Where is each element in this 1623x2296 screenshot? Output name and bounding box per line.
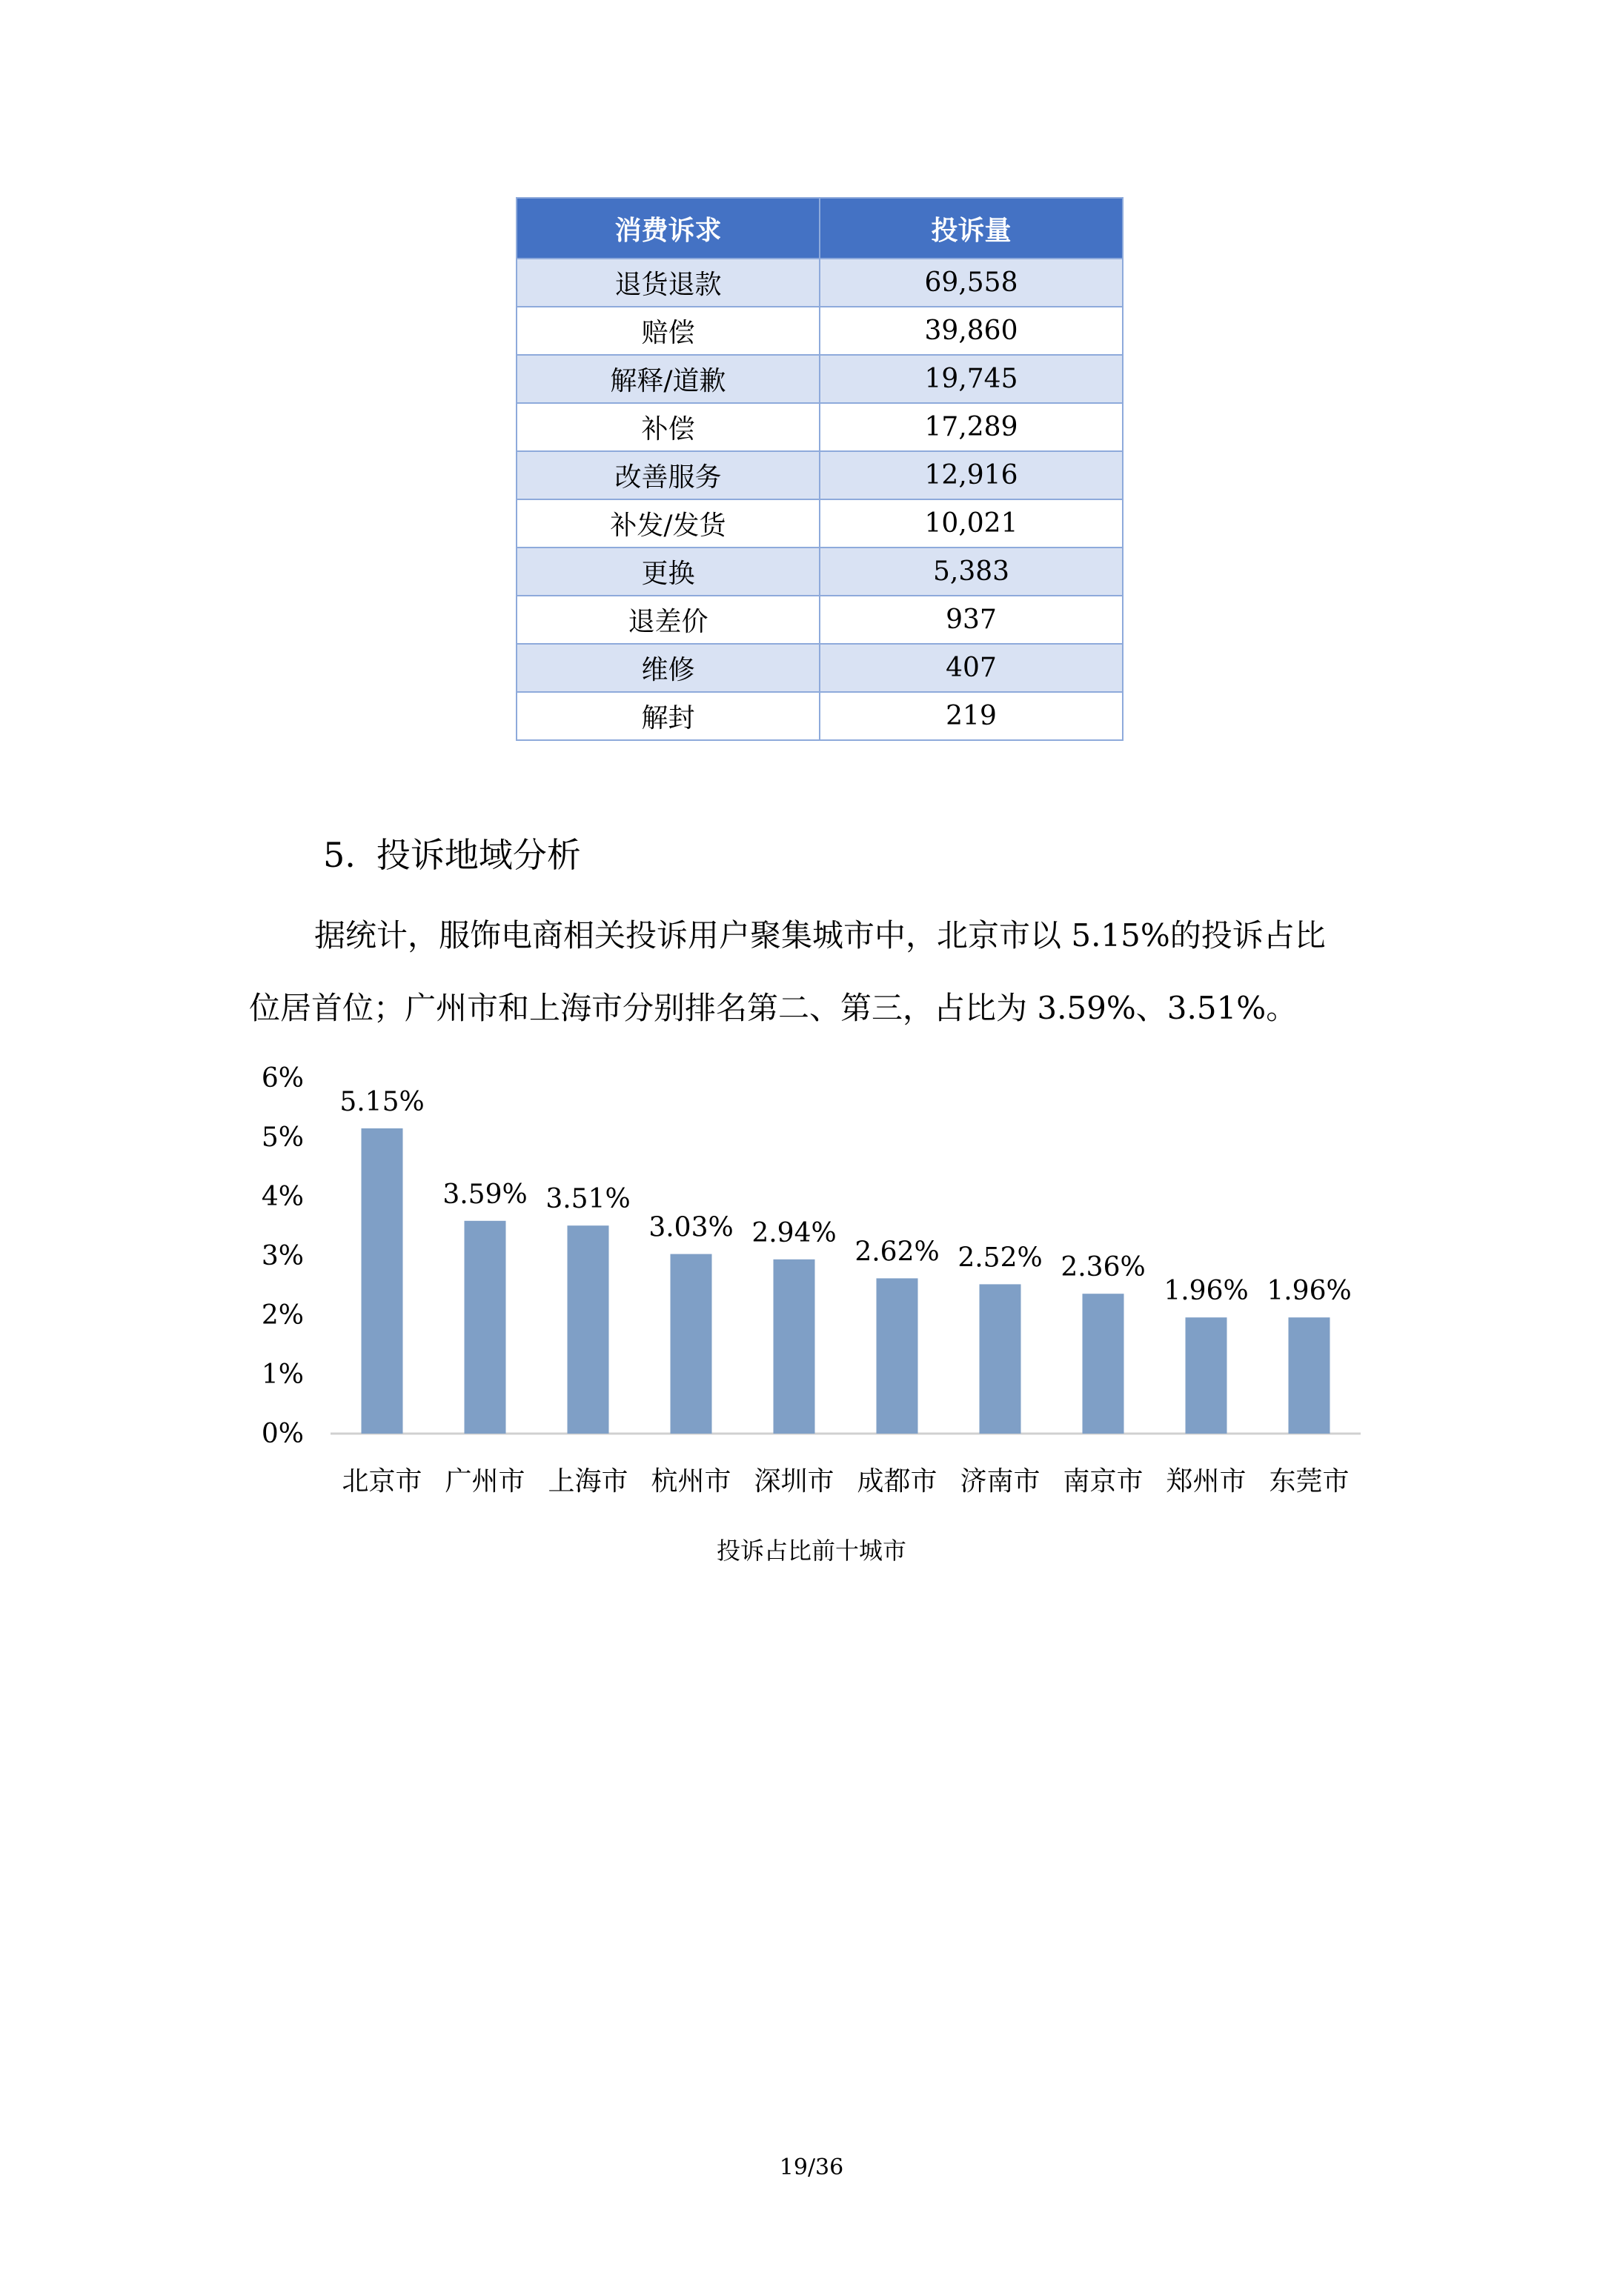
appeal-cell: 补偿 [517, 403, 820, 451]
category-label: 东莞市 [1269, 1466, 1350, 1497]
appeal-cell: 维修 [517, 644, 820, 692]
appeal-cell: 补发/发货 [517, 499, 820, 548]
count-cell: 219 [820, 692, 1123, 740]
header-count: 投诉量 [820, 198, 1123, 259]
y-tick-label: 4% [261, 1182, 304, 1212]
data-label: 1.96% [1164, 1276, 1249, 1307]
appeal-cell: 改善服务 [517, 451, 820, 499]
data-label: 5.15% [339, 1087, 425, 1117]
appeal-cell: 退差价 [517, 596, 820, 644]
paragraph-line-1: 据统计，服饰电商相关投诉用户聚集城市中，北京市以 5.15%的投诉占比 [314, 917, 1326, 954]
data-label: 3.59% [442, 1179, 528, 1210]
count-cell: 10,021 [820, 499, 1123, 548]
chart-title: 投诉占比前十城市 [716, 1537, 906, 1565]
data-label: 1.96% [1267, 1276, 1352, 1307]
category-label: 郑州市 [1166, 1466, 1247, 1497]
count-cell: 19,745 [820, 355, 1123, 403]
count-cell: 5,383 [820, 548, 1123, 596]
data-label: 2.94% [751, 1217, 837, 1248]
bar [568, 1225, 609, 1434]
data-label: 2.62% [854, 1237, 940, 1268]
category-label: 成都市 [857, 1466, 937, 1497]
bar [671, 1254, 712, 1434]
category-label: 北京市 [342, 1466, 422, 1497]
bar [980, 1284, 1021, 1434]
bar [877, 1278, 918, 1434]
count-cell: 17,289 [820, 403, 1123, 451]
category-label: 济南市 [960, 1466, 1040, 1497]
category-label: 上海市 [548, 1466, 628, 1497]
category-label: 南京市 [1063, 1466, 1144, 1497]
section-number: 5. [323, 835, 356, 875]
section-title: 投诉地域分析 [376, 835, 581, 875]
data-label: 3.51% [545, 1184, 631, 1215]
bar [1186, 1317, 1227, 1434]
count-cell: 39,860 [820, 307, 1123, 355]
bar [1083, 1294, 1124, 1434]
category-label: 杭州市 [651, 1466, 731, 1497]
count-cell: 407 [820, 644, 1123, 692]
data-label: 3.03% [648, 1212, 734, 1243]
y-tick-label: 5% [261, 1122, 304, 1153]
bar [465, 1221, 506, 1434]
paragraph-line-2: 位居首位；广州市和上海市分别排名第二、第三，占比为 3.59%、3.51%。 [249, 990, 1298, 1026]
y-tick-label: 3% [261, 1241, 304, 1271]
count-cell: 937 [820, 596, 1123, 644]
appeal-cell: 赔偿 [517, 307, 820, 355]
appeal-cell: 解释/道歉 [517, 355, 820, 403]
data-label: 2.52% [957, 1242, 1043, 1274]
category-label: 广州市 [445, 1466, 525, 1497]
y-tick-label: 2% [261, 1300, 304, 1331]
appeal-cell: 更换 [517, 548, 820, 596]
y-tick-label: 0% [261, 1419, 304, 1449]
bar [1289, 1317, 1330, 1434]
page-number: 19/36 [779, 2154, 844, 2180]
count-cell: 69,558 [820, 259, 1123, 307]
y-tick-label: 1% [261, 1360, 304, 1390]
appeal-cell: 退货退款 [517, 259, 820, 307]
count-cell: 12,916 [820, 451, 1123, 499]
bar [362, 1128, 403, 1434]
data-label: 2.36% [1061, 1252, 1146, 1283]
bar [774, 1260, 815, 1434]
appeal-cell: 解封 [517, 692, 820, 740]
header-appeal: 消费诉求 [517, 198, 820, 259]
y-tick-label: 6% [261, 1063, 304, 1094]
category-label: 深圳市 [754, 1466, 834, 1497]
